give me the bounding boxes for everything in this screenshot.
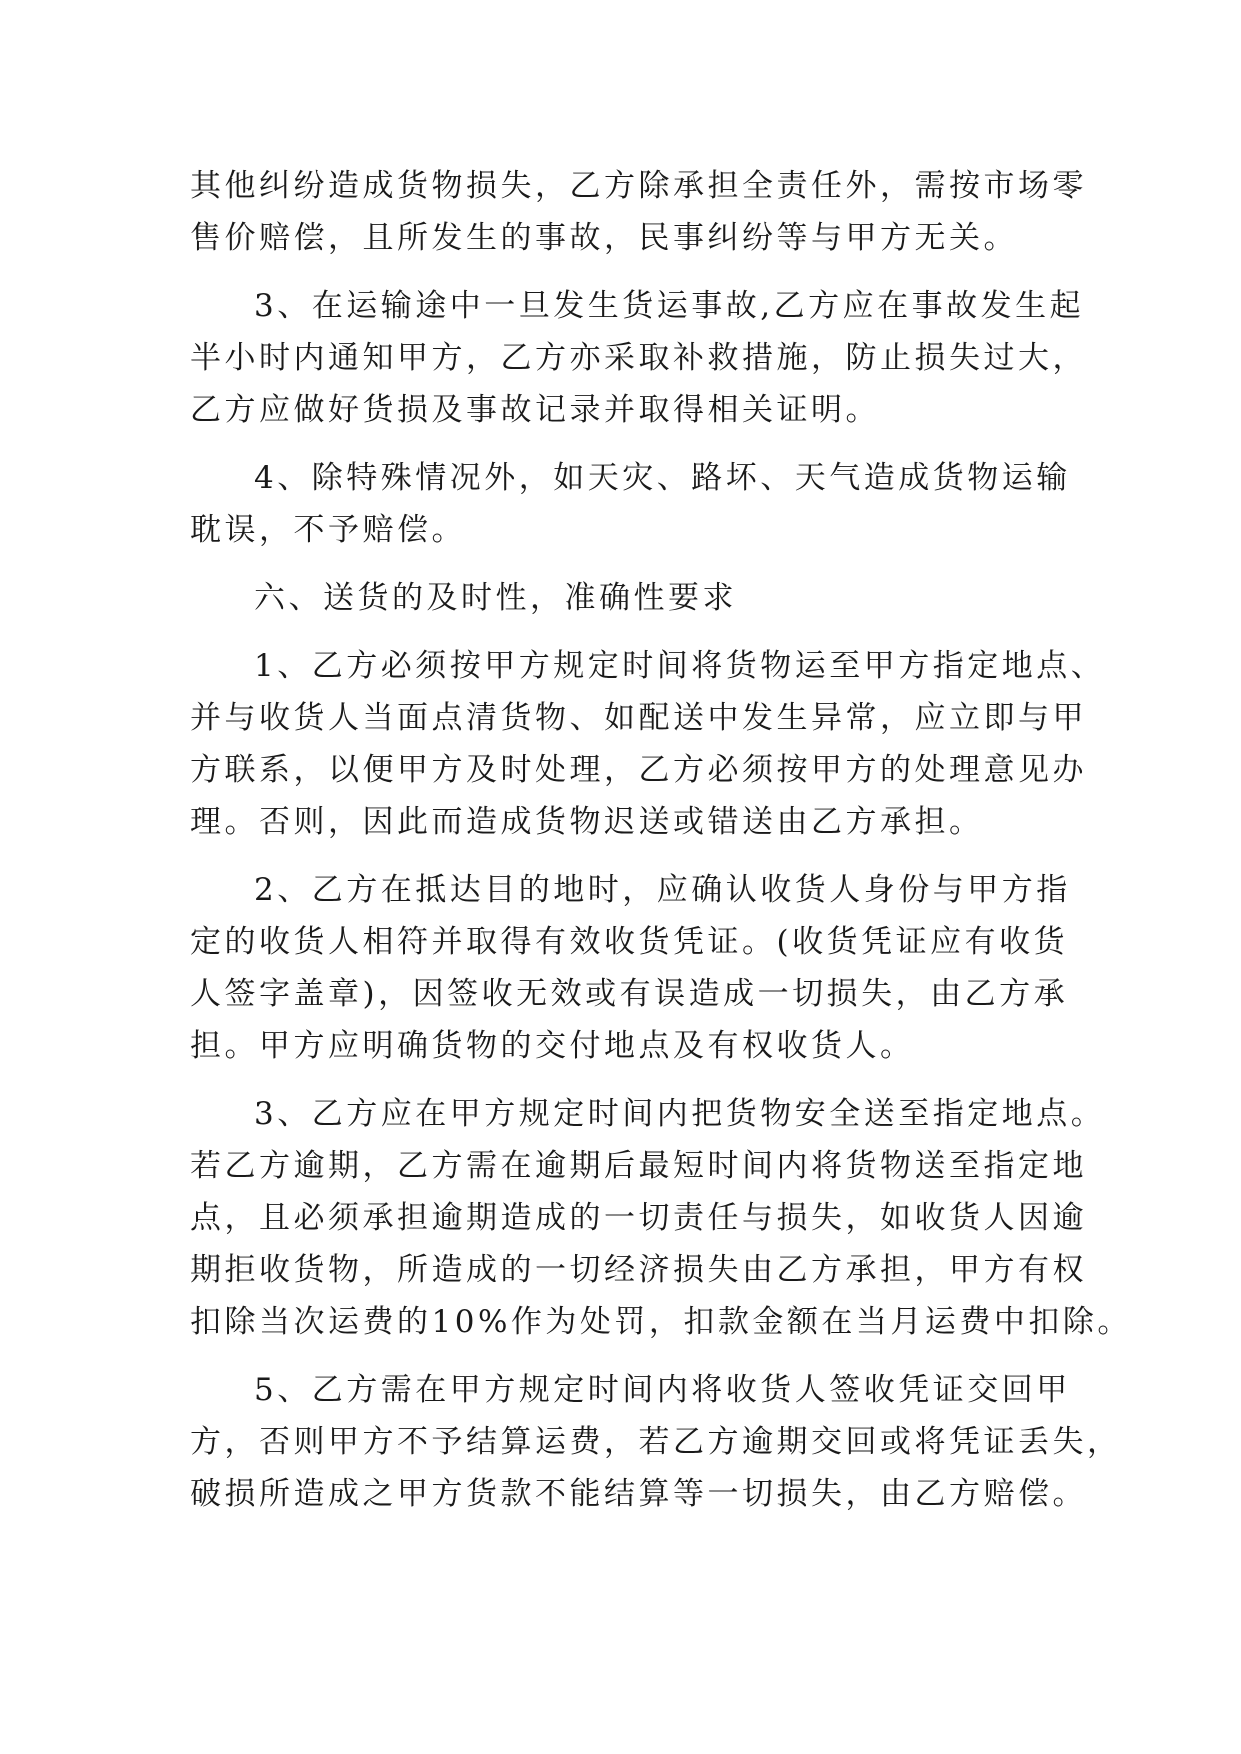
text-line: 1、乙方必须按甲方规定时间将货物运至甲方指定地点、 [254, 648, 1106, 684]
text-line: 耽误，不予赔偿。 [190, 512, 466, 548]
paragraph [190, 640, 1106, 848]
text-line: 人签字盖章)，因签收无效或有误造成一切损失，由乙方承 [190, 976, 1069, 1012]
text-line: 2、乙方在抵达目的地时，应确认收货人身份与甲方指 [254, 872, 1071, 908]
text-line: 六、送货的及时性，准确性要求 [254, 580, 737, 616]
text-line: 3、在运输途中一旦发生货运事故,乙方应在事故发生起 [254, 288, 1085, 324]
text-line: 扣除当次运费的10%作为处罚，扣款金额在当月运费中扣除。 [190, 1304, 1132, 1340]
paragraph [190, 160, 1087, 264]
text-line: 方联系，以便甲方及时处理，乙方必须按甲方的处理意见办 [190, 752, 1087, 788]
text-line: 乙方应做好货损及事故记录并取得相关证明。 [190, 392, 880, 428]
text-line: 点，且必须承担逾期造成的一切责任与损失，如收货人因逾 [190, 1200, 1087, 1236]
text-line: 理。否则，因此而造成货物迟送或错送由乙方承担。 [190, 804, 984, 840]
text-line: 方，否则甲方不予结算运费，若乙方逾期交回或将凭证丢失， [190, 1424, 1122, 1460]
text-line: 售价赔偿，且所发生的事故，民事纠纷等与甲方无关。 [190, 220, 1018, 256]
paragraph [190, 280, 1087, 436]
text-line: 若乙方逾期，乙方需在逾期后最短时间内将货物送至指定地 [190, 1148, 1087, 1184]
text-line: 半小时内通知甲方，乙方亦采取补救措施，防止损失过大， [190, 340, 1087, 376]
paragraph [190, 864, 1070, 1072]
text-line: 期拒收货物，所造成的一切经济损失由乙方承担，甲方有权 [190, 1252, 1087, 1288]
section-heading [190, 572, 1070, 624]
paragraph [190, 452, 1070, 556]
text-line: 定的收货人相符并取得有效收货凭证。(收货凭证应有收货 [190, 924, 1069, 960]
text-line: 破损所造成之甲方货款不能结算等一切损失，由乙方赔偿。 [190, 1476, 1087, 1512]
text-line: 并与收货人当面点清货物、如配送中发生异常，应立即与甲 [190, 700, 1087, 736]
paragraph [190, 1364, 1122, 1520]
text-line: 3、乙方应在甲方规定时间内把货物安全送至指定地点。 [254, 1096, 1106, 1132]
paragraph [190, 1088, 1132, 1348]
document-body [190, 160, 1132, 1520]
text-line: 担。甲方应明确货物的交付地点及有权收货人。 [190, 1028, 915, 1064]
text-line: 其他纠纷造成货物损失，乙方除承担全责任外，需按市场零 [190, 168, 1087, 204]
text-line: 5、乙方需在甲方规定时间内将收货人签收凭证交回甲 [254, 1372, 1071, 1408]
text-line: 4、除特殊情况外，如天灾、路坏、天气造成货物运输 [254, 460, 1071, 496]
